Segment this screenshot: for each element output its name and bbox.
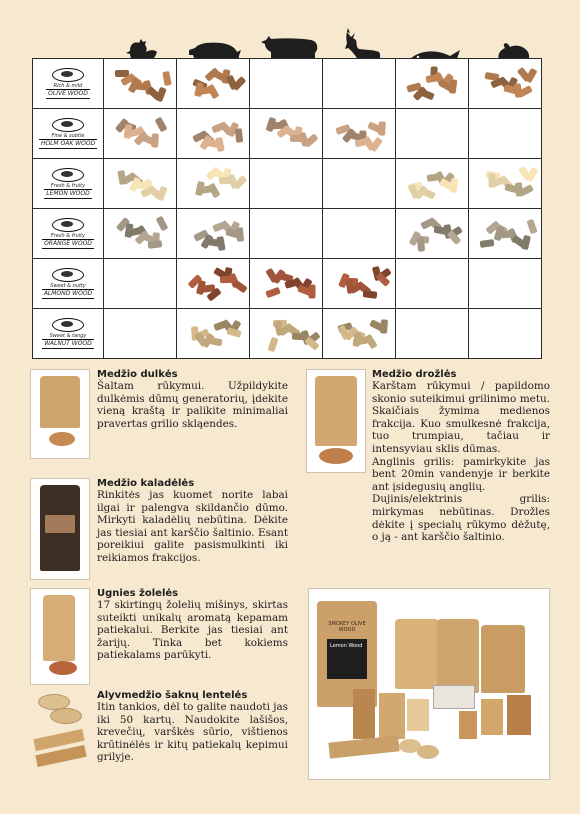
wood-tagline: Rich & mild [53, 83, 83, 89]
wood-logo-icon [52, 168, 84, 182]
pairing-cell [104, 159, 177, 209]
chips-bag-image [306, 369, 366, 473]
section-text: Karštam rūkymui / papildomo skonio suteikimui grilinimo metu. Skaičiais žymima medienos frakcija. Kuo smulkesnė frakcija, tuo trumpiau, tačiau ir intensyviau sklis dūmas. [372, 380, 550, 455]
wood-logo-icon [52, 318, 84, 332]
sawdust-bag-image [30, 369, 90, 459]
pairing-cell [177, 309, 250, 359]
wood-chips-image [401, 62, 463, 102]
wood-chips-image [474, 162, 536, 202]
section-sawdust [97, 369, 288, 430]
wood-chips-image [109, 62, 171, 102]
wood-name: ALMOND WOOD [43, 290, 93, 297]
pairing-cell [396, 59, 469, 109]
section-text-charcoal: Anglinis grilis: pamirkykite jas bent 20min vandenyje ir berkite ant įsidegusių anglių. [372, 455, 550, 493]
wood-chips-image [328, 262, 390, 302]
wood-chips-image [255, 312, 317, 352]
section-text: Itin tankios, dėl to galite naudoti jas iki 50 kartų. Naudokite lašišos, krevečių, varškės sūrio, vištienos krūtinėlės ir kitų patiekalų kepimui grilyje. [97, 701, 288, 764]
pairing-cell [396, 309, 469, 359]
box-label: Lemon Wood [330, 643, 363, 649]
wood-logo-cell [33, 259, 104, 309]
pairing-cell [469, 59, 542, 109]
wood-logo-icon [52, 268, 84, 282]
wood-name: WALNUT WOOD [44, 340, 92, 347]
wood-tagline: Sweet & tangy [49, 333, 87, 339]
pairing-cell [469, 309, 542, 359]
pairing-cell [323, 59, 396, 109]
wood-chips-image [401, 162, 463, 202]
pairing-cell [323, 159, 396, 209]
pairing-cell [104, 59, 177, 109]
wood-chips-image [255, 262, 317, 302]
wood-tagline: Fresh & fruity [50, 183, 86, 189]
wood-logo [33, 309, 103, 358]
herbs-bag-image [30, 588, 90, 685]
wood-logo [33, 109, 103, 158]
pairing-cell [323, 259, 396, 309]
wood-chips-image [109, 112, 171, 152]
pairing-cell [396, 209, 469, 259]
section-title: Alyvmedžio šaknų lentelės [97, 690, 248, 701]
wood-name: LEMON WOOD [46, 190, 90, 197]
section-text: Rinkitės jas kuomet norite labai ilgai ir palengva skildančio dūmo. Mirkyti kaladėlių nebūtina. Dėkite jas tiesiai ant karščio šaltinio. Esant poreikiui galite pasismulkinti iki reikiamos frakcijos. [97, 489, 288, 564]
wood-chips-image [328, 312, 390, 352]
pairing-cell [469, 259, 542, 309]
wood-logo-cell [33, 109, 104, 159]
section-title: Ugnies žolelės [97, 588, 179, 599]
pairing-cell [323, 309, 396, 359]
wood-row [33, 309, 542, 359]
wood-pairing-table [32, 58, 542, 359]
pairing-cell [250, 309, 323, 359]
wood-chips-image [182, 162, 244, 202]
wood-row [33, 159, 542, 209]
pairing-cell [250, 109, 323, 159]
chunks-bag-image [30, 478, 90, 580]
pairing-cell [396, 159, 469, 209]
planks-image [30, 690, 88, 778]
pairing-cell [250, 209, 323, 259]
wood-chips-image [182, 62, 244, 102]
pairing-cell [177, 59, 250, 109]
wood-logo-icon [52, 68, 84, 82]
pairing-cell [250, 259, 323, 309]
section-title: Medžio drožlės [372, 369, 457, 380]
wood-chips-image [182, 312, 244, 352]
wood-row [33, 109, 542, 159]
pairing-cell [177, 159, 250, 209]
wood-logo [33, 209, 103, 258]
wood-name: OLIVE WOOD [48, 90, 88, 97]
pairing-cell [396, 109, 469, 159]
wood-name: ORANGE WOOD [44, 240, 92, 247]
wood-row [33, 259, 542, 309]
section-planks [97, 690, 288, 764]
wood-chips-image [328, 112, 390, 152]
wood-chips-image [109, 162, 171, 202]
section-chips [372, 369, 550, 544]
wood-tagline: Fresh & fruity [50, 233, 86, 239]
wood-chips-image [401, 212, 463, 252]
pairing-cell [323, 209, 396, 259]
section-herbs [97, 588, 288, 662]
section-text: Šaltam rūkymui. Užpildykite dulkėmis dūmų generatorių, įdekite vieną kraštą ir palikite minimaliai pravertas grilio skląendes. [97, 380, 288, 430]
pairing-cell [323, 109, 396, 159]
pairing-cell [104, 309, 177, 359]
wood-tagline: Sweet & nutty [50, 283, 86, 289]
wood-chips-image [255, 112, 317, 152]
pairing-cell [104, 259, 177, 309]
pairing-cell [177, 209, 250, 259]
section-text: 17 skirtingų žolelių mišinys, skirtas suteikti unikalų aromatą kepamam patiekalui. Berkite jas tiesiai ant žarijų. Tinka bet kokiems patiekalams parūkyti. [97, 599, 288, 662]
pairing-cell [104, 109, 177, 159]
wood-chips-image [109, 212, 171, 252]
wood-logo [33, 59, 103, 108]
product-collage-image [308, 588, 550, 780]
pairing-cell [177, 109, 250, 159]
wood-logo-icon [52, 218, 84, 232]
wood-chips-image [474, 62, 536, 102]
wood-chips-image [182, 212, 244, 252]
wood-logo-icon [52, 118, 84, 132]
wood-logo [33, 259, 103, 308]
section-text-gas: Dujinis/elektrinis grilis: mirkymas nebūtinas. Drožles dėkite į specialų rūkymo dėžutę, o ją - ant karščio šaltinio. [372, 493, 550, 544]
wood-logo-cell [33, 159, 104, 209]
wood-logo-cell [33, 209, 104, 259]
wood-row [33, 59, 542, 109]
pairing-cell [469, 209, 542, 259]
section-title: Medžio kaladėlės [97, 478, 195, 489]
pairing-cell [250, 159, 323, 209]
pairing-cell [177, 259, 250, 309]
pairing-cell [104, 209, 177, 259]
pairing-cell [469, 109, 542, 159]
wood-logo-cell [33, 59, 104, 109]
wood-name: HOLM OAK WOOD [40, 140, 96, 147]
wood-row [33, 209, 542, 259]
pairing-cell [250, 59, 323, 109]
lemon-wood-box [327, 639, 367, 679]
pairing-cell [469, 159, 542, 209]
wood-chips-image [474, 212, 536, 252]
wood-chips-image [182, 262, 244, 302]
pairing-cell [396, 259, 469, 309]
wood-tagline: Fine & subtle [51, 133, 85, 139]
wood-logo [33, 159, 103, 208]
wood-logo-cell [33, 309, 104, 359]
section-chunks [97, 478, 288, 565]
section-title: Medžio dulkės [97, 369, 178, 380]
wood-chips-image [182, 112, 244, 152]
bag-label: SMOKEY OLIVE WOOD [328, 621, 366, 633]
